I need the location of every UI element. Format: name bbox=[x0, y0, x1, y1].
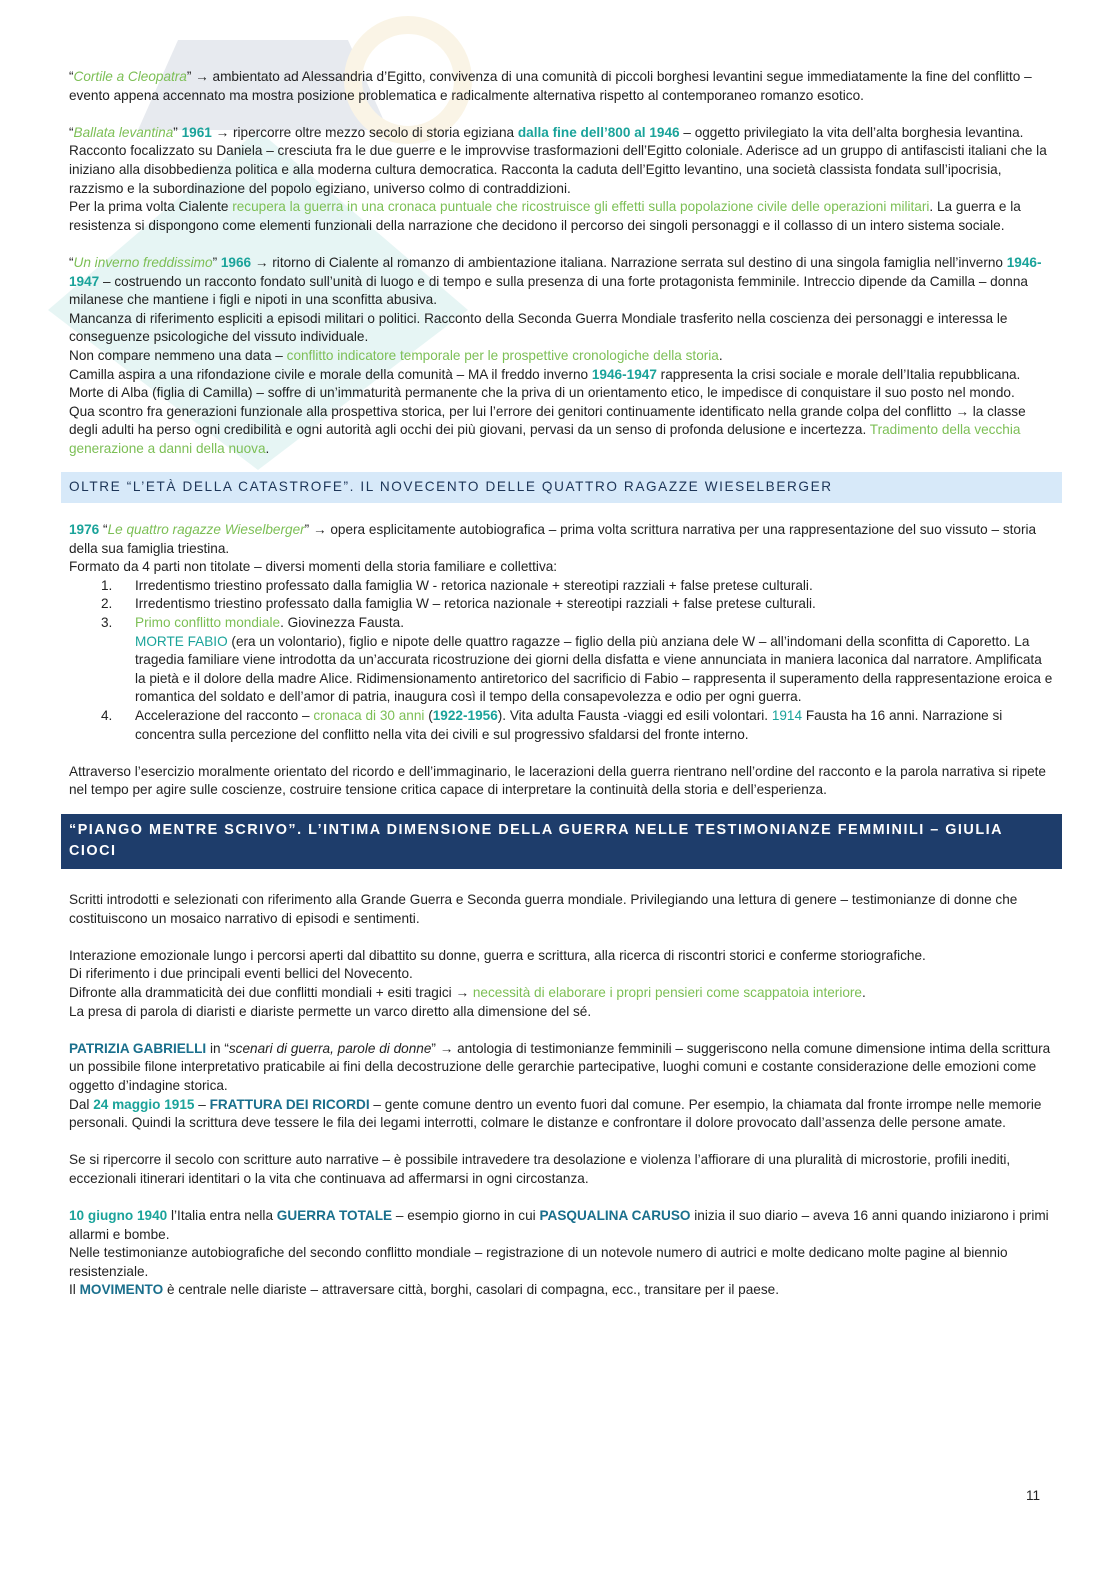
paragraph-gabrielli: PATRIZIA GABRIELLI in “scenari di guerra, parole di donne” → antologia di testimonianze femminili – suggeriscono nella comune dimensione intima della scrittura un possibile filone interpretativo praticabile ai fini della decostruzione delle gerarchie partecipative, luoghi comuni e costante considerazione delle emozioni come oggetto d’indagine storica. bbox=[69, 1040, 1051, 1093]
paragraph-ballata-2: Per la prima volta Cialente recupera la guerra in una cronaca puntuale che ricostruisce gli effetti sulla popolazione civile delle operazioni militari. La guerra e la resistenza si dispongono come elementi funzionali della narrazione che decidono il percorso dei singoli personaggi e il collasso di un intero sistema sociale. bbox=[69, 199, 1021, 233]
parts-list bbox=[69, 577, 1054, 744]
list-item: 3. Primo conflitto mondiale. Giovinezza Fausta. MORTE FABIO (era un volontario), figlio e nipote delle quattro ragazze – figlio della più anziana dele W – all’indomani della sconfitta di Caporetto. La tragedia familiare viene introdotta da un’accurata ricostruzione dei giorni della disfatta e viene annunciata in maniera laconica dal narratore. Amplificata la pietà e il dolore della madre Alice. Ridimensionamento antiretorico del sacrificio di Fabio – rappresenta il superamento della rappresentazione eroica e romantica del soldato e dell’amor di patria, inaugura così il tempo della consapevolezza e odio per ogni guerra. bbox=[101, 615, 1053, 705]
paragraph-riferimento: Di riferimento i due principali eventi bellici del Novecento. bbox=[69, 966, 413, 982]
paragraph-presa: La presa di parola di diaristi e diariste permette un varco diretto alla dimensione del sé. bbox=[69, 1003, 592, 1019]
paragraph-inverno-3: Non compare nemmeno una data – conflitto indicatore temporale per le prospettive cronologiche della storia. bbox=[69, 347, 723, 363]
paragraph-format: Formato da 4 parti non titolate – diversi momenti della storia familiare e collettiva: bbox=[69, 559, 558, 575]
document-page bbox=[69, 68, 1054, 1300]
section-heading-piango: “PIANGO MENTRE SCRIVO”. L’INTIMA DIMENSIONE DELLA GUERRA NELLE TESTIMONIANZE FEMMINILI – GIULIA CIOCI bbox=[61, 814, 1062, 869]
paragraph-inverno-5: Morte di Alba (figlia di Camilla) – soffre di un’immaturità permanente che la priva di un orientamento etico, le impedisce di conquistare il suo posto nel mondo. bbox=[69, 385, 1015, 401]
paragraph-wieselberger: 1976 “Le quattro ragazze Wieselberger” → opera esplicitamente autobiografica – prima volta scrittura narrativa per una rappresentazione del suo vissuto – storia della sua famiglia triestina. bbox=[69, 522, 1037, 556]
paragraph-inverno-6: Qua scontro fra generazioni funzionale alla prospettiva storica, per lui l’errore dei genitori continuamente identificato nella grande colpa del conflitto → la classe degli adulti ha perso ogni credibilità e ogni autorità agli occhi dei più giovani, pervasi da un senso di profonda delusione e incertezza. Tradimento della vecchia generazione a danni della nuova. bbox=[69, 403, 1026, 456]
paragraph-maggio: Dal 24 maggio 1915 – FRATTURA DEI RICORDI – gente comune dentro un evento fuori dal comune. Per esempio, la chiamata dal fronte irrompe nelle memorie personali. Quindi la scrittura deve tessere le fila dei legami interrotti, colmare le distanze e confrontare il dolore provocato dall’assenza delle persone amate. bbox=[69, 1096, 1042, 1131]
list-item: 4. Accelerazione del racconto – cronaca di 30 anni (1922-1956). Vita adulta Fausta -viaggi ed esili volontari. 1914 Fausta ha 16 anni. Narrazione si concentra sulla percezione del conflitto nella vita dei civili e sul progressivo sfaldarsi del fronte interno. bbox=[101, 708, 1003, 742]
paragraph-inverno-4: Camilla aspira a una rifondazione civile e morale della comunità – MA il freddo inverno 1946-1947 rappresenta la crisi sociale e morale dell’Italia repubblicana. bbox=[69, 366, 1021, 382]
paragraph-cortile: “Cortile a Cleopatra” → ambientato ad Alessandria d’Egitto, convivenza di una comunità di piccoli borghesi levantini segue immediatamente la fine del conflitto – evento appena accennato ma mostra posizione problematica e radicalmente alternativa rispetto al contemporaneo romanzo esotico. bbox=[69, 69, 1032, 103]
paragraph-giugno: 10 giugno 1940 l’Italia entra nella GUERRA TOTALE – esempio giorno in cui PASQUALINA CARUSO inizia il suo diario – aveva 16 anni quando iniziarono i primi allarmi e bombe. bbox=[69, 1208, 1049, 1242]
paragraph-ballata: “Ballata levantina” 1961 → ripercorre oltre mezzo secolo di storia egiziana dalla fine dell’800 al 1946 – oggetto privilegiato la vita dell’alta borghesia levantina. Racconto focalizzato su Daniela – cresciuta fra le due guerre e le improvvise trasformazioni dell’Egitto coloniale. Aderisce ad un gruppo di antifascisti italiani che la iniziano alla disobbedienza politica e alla moderna cultura democratica. Racconta la caduta dell’Egitto levantino, una società classista fondata sull’ipocrisia, razzismo e la subordinazione del popolo egiziano, universo colmo di contraddizioni. bbox=[69, 124, 1047, 196]
list-item: 2. Irredentismo triestino professato dalla famiglia W – retorica nazionale + stereotipi razziali + false pretese culturali. bbox=[101, 596, 816, 612]
paragraph-inverno: “Un inverno freddissimo” 1966 → ritorno di Cialente al romanzo di ambientazione italiana. Narrazione serrata sul destino di una singola famiglia nell’inverno 1946-1947 – costruendo un racconto fondato sull’unità di luogo e di tempo e sulla presenza di una forte protagonista femminile. Intreccio dipende da Camilla – donna milanese che mantiene i figli e nipoti in una sconfitta abusiva. bbox=[69, 254, 1042, 308]
paragraph-inverno-2: Mancanza di riferimento espliciti a episodi militari o politici. Racconto della Seconda Guerra Mondiale trasferito nella coscienza dei personaggi e interessa le conseguenze psicologiche del vissuto individuale. bbox=[69, 310, 1008, 345]
paragraph-testimonianze: Nelle testimonianze autobiografiche del secondo conflitto mondiale – registrazione di un notevole numero di autrici e molte dedicano molte pagine al biennio resistenziale. bbox=[69, 1245, 1008, 1279]
paragraph-difronte: Difronte alla drammaticità dei due conflitti mondiali + esiti tragici → necessità di elaborare i propri pensieri come scappatoia interiore. bbox=[69, 984, 866, 1000]
list-item: 1. Irredentismo triestino professato dalla famiglia W - retorica nazionale + stereotipi razziali + false pretese culturali. bbox=[101, 577, 813, 593]
paragraph-movimento: Il MOVIMENTO è centrale nelle diariste – attraversare città, borghi, casolari di compagna, ecc., transitare per il paese. bbox=[69, 1282, 779, 1298]
paragraph-scritti: Scritti introdotti e selezionati con riferimento alla Grande Guerra e Seconda guerra mondiale. Privilegiando una lettura di genere – testimonianze di donne che costituiscono un mosaico narrativo di episodi e sentimenti. bbox=[69, 891, 1018, 926]
paragraph-attraverso: Attraverso l’esercizio moralmente orientato del ricordo e dell’immaginario, le lacerazioni della guerra rientrano nell’ordine del racconto e la parola narrativa si ripete nel tempo per agire sulle coscienze, costruire tensione critica capace di interpretare la continuità della storia e dell’esperienza. bbox=[69, 763, 1046, 798]
page-number: 11 bbox=[1026, 1488, 1041, 1503]
paragraph-secolo: Se si ripercorre il secolo con scritture auto narrative – è possibile intravedere tra desolazione e violenza l’affiorare di una pluralità di microstorie, profili inediti, eccezionali itinerari identitari o la vita che continuava ad affermarsi in ogni circostanza. bbox=[69, 1152, 1011, 1186]
section-heading-wieselberger: OLTRE “L’ETÀ DELLA CATASTROFE”. IL NOVECENTO DELLE QUATTRO RAGAZZE WIESELBERGER bbox=[61, 472, 1062, 503]
paragraph-interazione: Interazione emozionale lungo i percorsi aperti dal dibattito su donne, guerra e scrittura, alla ricerca di riscontri storici e conferme storiografiche. bbox=[69, 947, 926, 963]
